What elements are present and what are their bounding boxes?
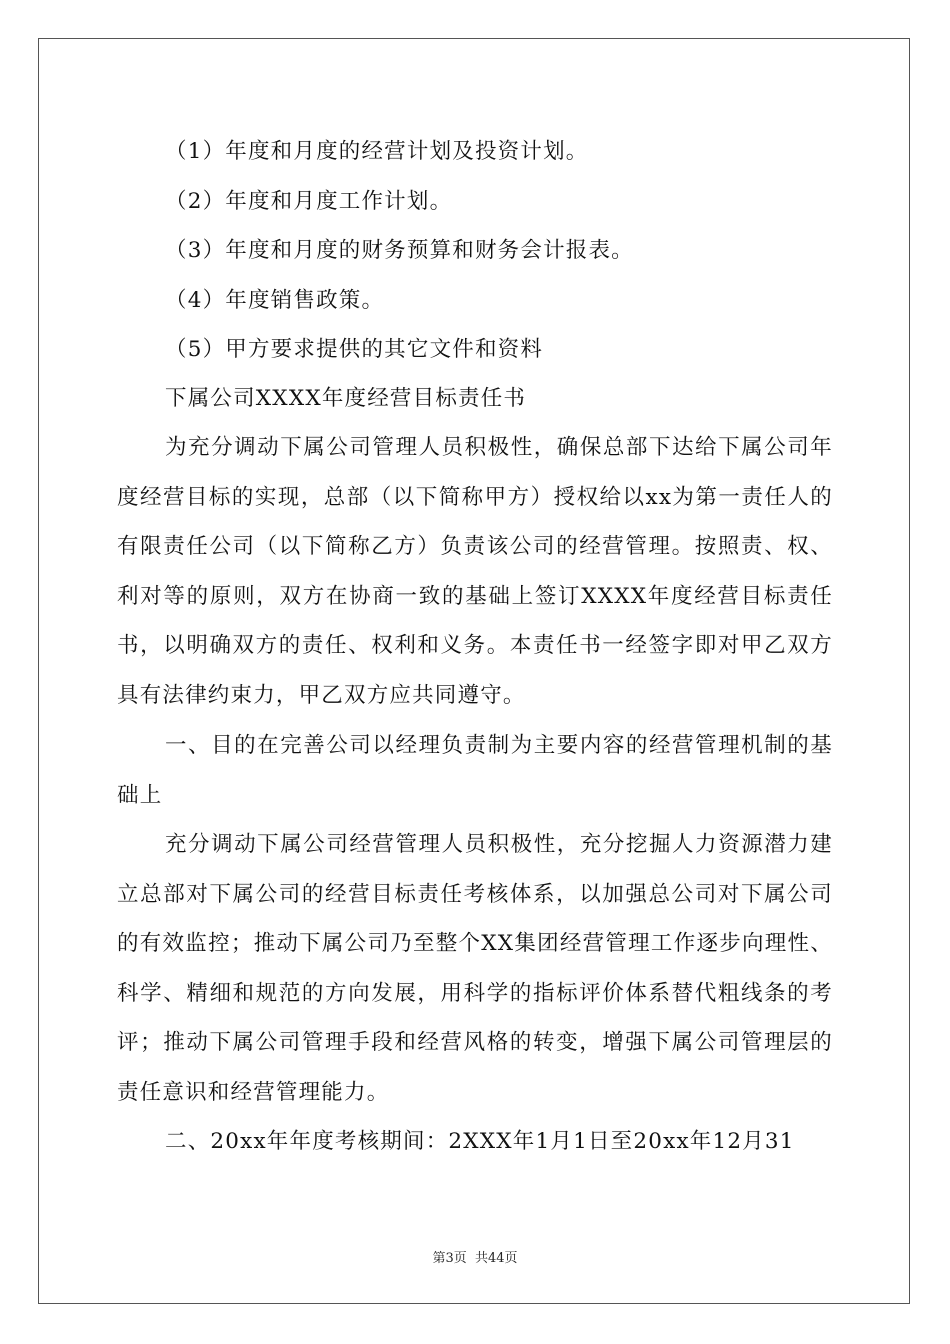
list-item-3: （3）年度和月度的财务预算和财务会计报表。 — [165, 238, 634, 263]
page-number: 第3页 — [432, 1251, 467, 1266]
list-item-4: （4）年度销售政策。 — [165, 288, 385, 313]
list-item-5: （5）甲方要求提供的其它文件和资料 — [165, 337, 544, 362]
paragraph-intro: 为充分调动下属公司管理人员积极性，确保总部下达给下属公司年度经营目标的实现，总部（以下简称甲方）授权给以xx为第一责任人的有限责任公司（以下简称乙方）负责该公司的经营管理。按照责、权、利对等的原则，双方在协商一致的基础上签订XXXX年度经营目标责任书，以明确双方的责任、权利和义务。本责任书一经签字即对甲乙双方具有法律约束力，甲乙双方应共同遵守。 — [117, 435, 833, 708]
document-title: 下属公司XXXX年度经营目标责任书 — [165, 386, 527, 411]
list-item-1: （1）年度和月度的经营计划及投资计划。 — [165, 139, 589, 164]
total-pages: 共44页 — [474, 1251, 518, 1266]
paragraph-section-1-body: 充分调动下属公司经营管理人员积极性，充分挖掘人力资源潜力建立总部对下属公司的经营目标责任考核体系，以加强总公司对下属公司的有效监控；推动下属公司乃至整个XX集团经营管理工作逐步向理性、科学、精细和规范的方向发展，用科学的指标评价体系替代粗线条的考评；推动下属公司管理手段和经营风格的转变，增强下属公司管理层的责任意识和经营管理能力。 — [117, 832, 833, 1105]
page-footer — [0, 1247, 950, 1266]
list-item-2: （2）年度和月度工作计划。 — [165, 189, 453, 214]
paragraph-section-2: 二、20xx年年度考核期间：2XXX年1月1日至20xx年12月31 — [165, 1129, 795, 1154]
paragraph-section-1: 一、目的在完善公司以经理负责制为主要内容的经营管理机制的基础上 — [117, 733, 833, 808]
